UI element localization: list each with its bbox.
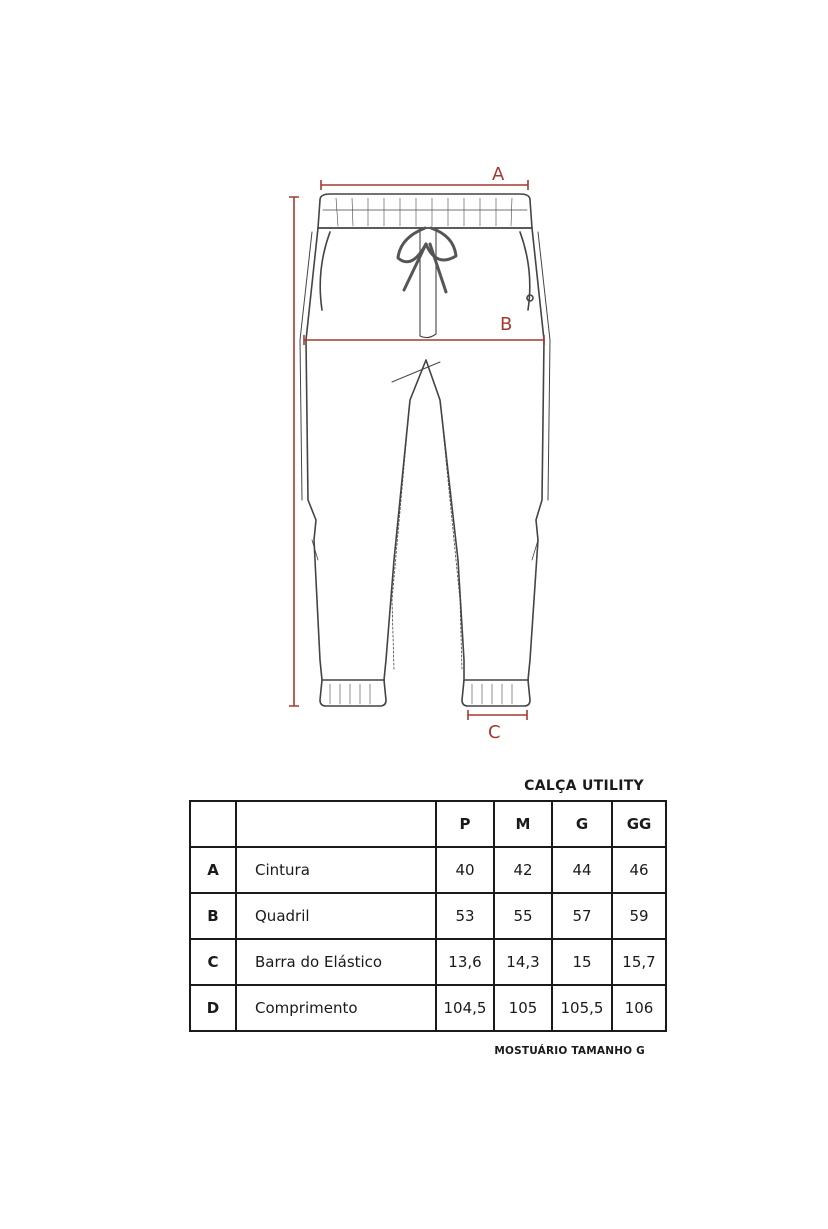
dimension-label-c: C	[488, 722, 501, 743]
table-cell: 104,5	[436, 985, 494, 1031]
table-cell: 46	[612, 847, 666, 893]
table-cell: 105	[494, 985, 552, 1031]
row-label: Comprimento	[236, 985, 436, 1031]
dimension-label-a: A	[492, 164, 505, 185]
waistband	[318, 194, 532, 228]
table-cell: 42	[494, 847, 552, 893]
table-cell: 55	[494, 893, 552, 939]
table-row	[190, 847, 666, 893]
table-cell: 44	[552, 847, 612, 893]
row-code: C	[190, 939, 236, 985]
table-row	[190, 985, 666, 1031]
table-header-row	[190, 801, 666, 847]
left-pocket	[320, 232, 330, 310]
row-label: Cintura	[236, 847, 436, 893]
size-header: P	[436, 801, 494, 847]
table-cell: 53	[436, 893, 494, 939]
row-code: A	[190, 847, 236, 893]
table-title: CALÇA UTILITY	[524, 778, 644, 794]
table-cell: 15,7	[612, 939, 666, 985]
table-cell: 106	[612, 985, 666, 1031]
table-cell: 15	[552, 939, 612, 985]
table-cell: 105,5	[552, 985, 612, 1031]
table-cell: 57	[552, 893, 612, 939]
table-cell: 40	[436, 847, 494, 893]
fly	[420, 228, 436, 338]
table-cell: 59	[612, 893, 666, 939]
dimension-b	[304, 335, 544, 345]
sample-size-note: MOSTUÁRIO TAMANHO G	[494, 1045, 645, 1057]
row-code: B	[190, 893, 236, 939]
size-chart-table	[189, 800, 667, 1032]
row-label: Quadril	[236, 893, 436, 939]
dimension-c	[468, 710, 527, 720]
row-code: D	[190, 985, 236, 1031]
size-header: M	[494, 801, 552, 847]
table-cell: 14,3	[494, 939, 552, 985]
right-pocket	[520, 232, 530, 310]
header-empty-code	[190, 801, 236, 847]
size-header: GG	[612, 801, 666, 847]
table-row	[190, 939, 666, 985]
table-cell: 13,6	[436, 939, 494, 985]
pants-outline	[306, 228, 544, 680]
row-label: Barra do Elástico	[236, 939, 436, 985]
dimension-label-b: B	[500, 314, 513, 335]
header-empty-label	[236, 801, 436, 847]
table-row	[190, 893, 666, 939]
size-header: G	[552, 801, 612, 847]
dimension-d	[289, 197, 299, 706]
